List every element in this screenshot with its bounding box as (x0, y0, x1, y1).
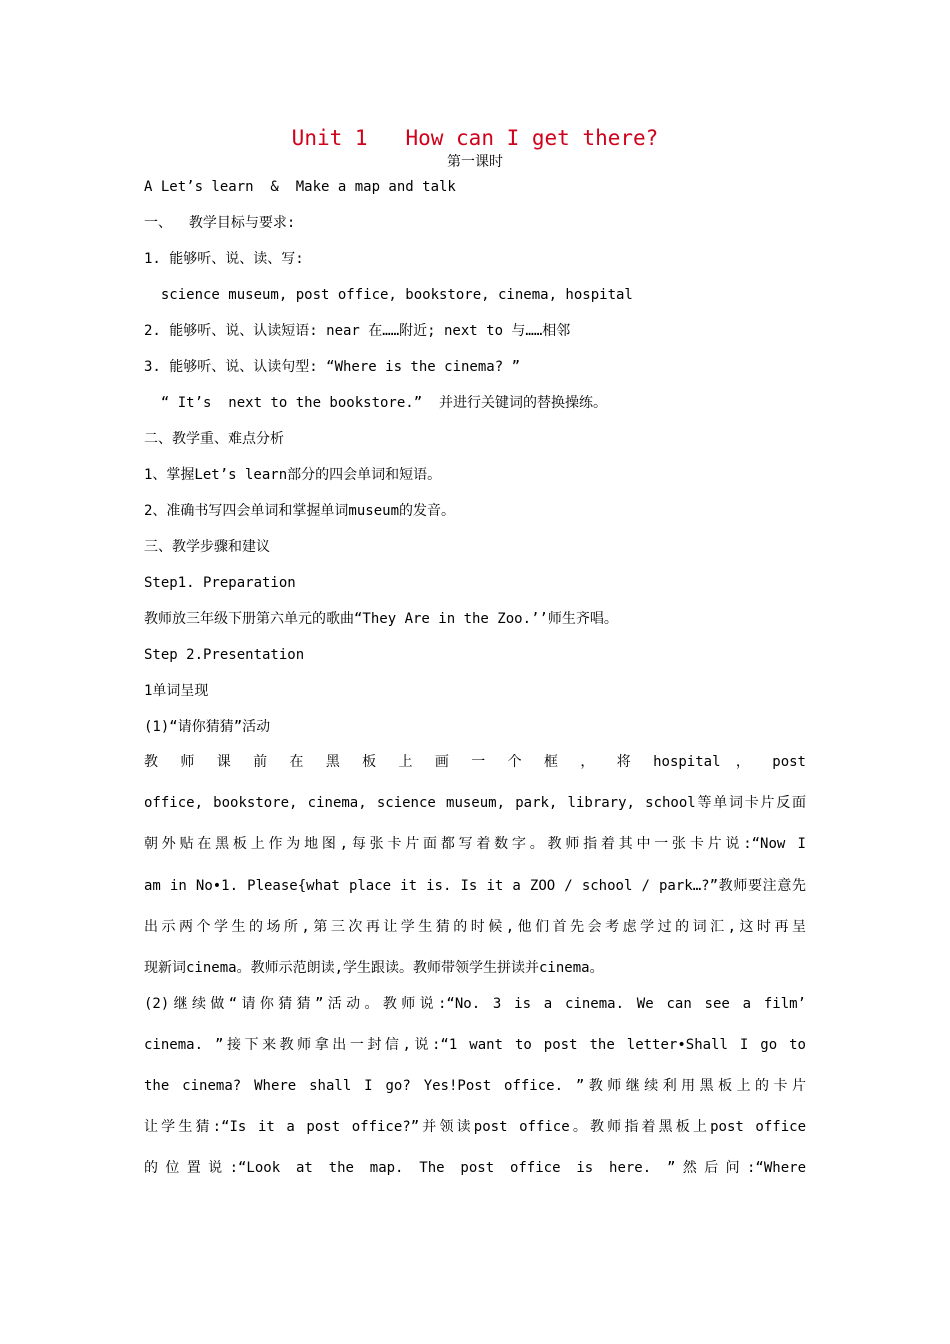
difficulty-line: 2、准确书写四会单词和掌握单词museum的发音。 (144, 503, 455, 519)
objective-line: “ It’s next to the bookstore.” 并进行关键词的替换操练。 (144, 395, 608, 411)
paragraph-line: 出示两个学生的场所,第三次再让学生猜的时候,他们首先会考虑学过的词汇,这时再呈 (144, 919, 806, 935)
vocabulary-line: science museum, post office, bookstore, cinema, hospital (144, 287, 633, 303)
paragraph-line: 让学生猜:“Is it a post office?”并领读post office。教师指着黑板上post office (144, 1119, 806, 1135)
difficulty-line: 1、掌握Let’s learn部分的四会单词和短语。 (144, 467, 442, 483)
section-heading: 三、教学步骤和建议 (144, 539, 270, 555)
step-heading: Step 2.Presentation (144, 647, 305, 663)
activity-heading: (1)“请你猜猜”活动 (144, 719, 271, 735)
paragraph-line: 教 师 课 前 在 黑 板 上 画 一 个 框 ， 将 hospital ， post (144, 754, 806, 770)
paragraph-line: cinema. ”接下来教师拿出一封信,说:“1 want to post the letter•Shall I go to (144, 1037, 806, 1053)
sub-heading: 1单词呈现 (144, 683, 209, 699)
paragraph-line: office, bookstore, cinema, science museum, park, library, school等单词卡片反面 (144, 795, 806, 811)
objective-line: 3. 能够听、说、认读句型: “Where is the cinema? ” (144, 359, 521, 375)
step-line: 教师放三年级下册第六单元的歌曲“They Are in the Zoo.’’师生齐唱。 (144, 611, 618, 627)
section-heading: 一、 教学目标与要求: (144, 215, 296, 231)
section-heading: 二、教学重、难点分析 (144, 431, 284, 447)
paragraph-line: 的位置说:“Look at the map. The post office is here. ”然后问:“Where (144, 1160, 806, 1176)
document-title: Unit 1 How can I get there? (291, 126, 659, 150)
section-line: A Let’s learn & Make a map and talk (144, 179, 456, 195)
lesson-subtitle: 第一课时 (447, 154, 503, 170)
paragraph-line: 朝外贴在黑板上作为地图,每张卡片面都写着数字。教师指着其中一张卡片说:“Now I (144, 836, 806, 852)
paragraph-line: 现新词cinema。教师示范朗读,学生跟读。教师带领学生拼读并cinema。 (144, 960, 604, 976)
paragraph-line: the cinema? Where shall I go? Yes!Post office. ”教师继续利用黑板上的卡片 (144, 1078, 806, 1094)
step-heading: Step1. Preparation (144, 575, 296, 591)
objective-line: 2. 能够听、说、认读短语: near 在……附近; next to 与……相邻 (144, 323, 571, 339)
objective-line: 1. 能够听、说、读、写: (144, 251, 304, 267)
paragraph-line: am in No•1. Please{what place it is. Is it a ZOO / school / park…?”教师要注意先 (144, 878, 806, 894)
paragraph-line: (2)继续做“请你猜猜”活动。教师说:“No. 3 is a cinema. We can see a film’ (144, 996, 806, 1012)
